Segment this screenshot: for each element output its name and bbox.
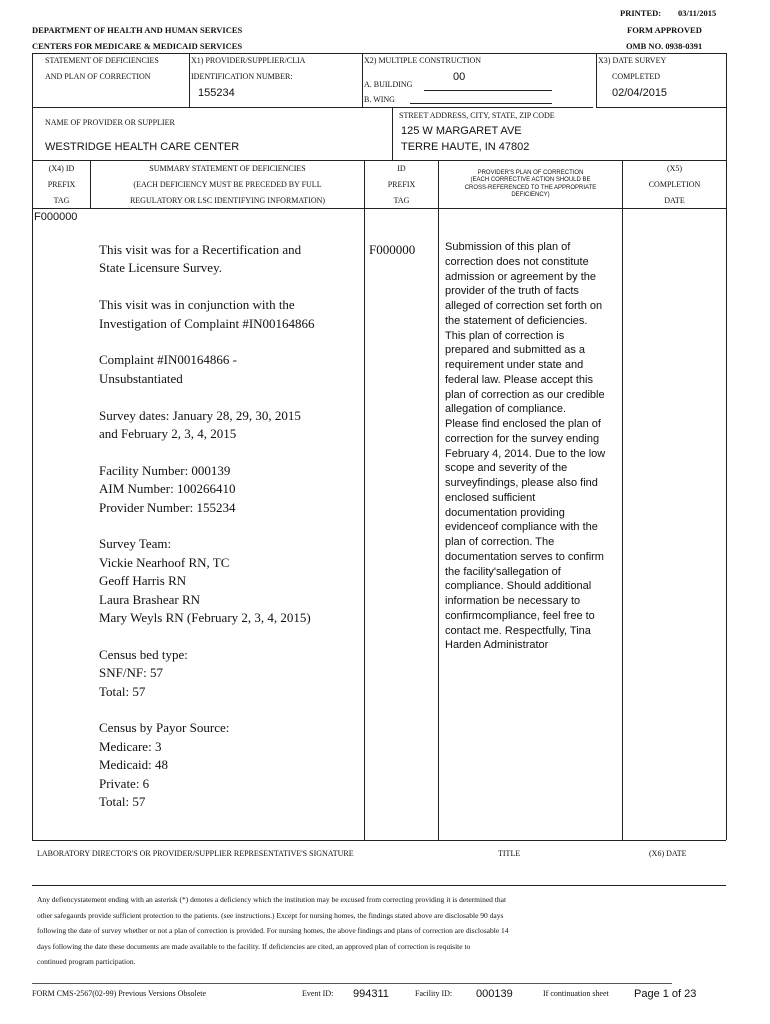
narrative-line: Medicare: 3 [99, 738, 162, 754]
plan-line: surveyfindings, please also find [445, 477, 598, 489]
provider-name-label: NAME OF PROVIDER OR SUPPLIER [45, 118, 175, 127]
narrative-line: Geoff Harris RN [99, 573, 187, 589]
narrative-line: State Licensure Survey. [99, 260, 222, 276]
plan-line: contact me. Respectfully, Tina [445, 624, 591, 637]
narrative-line: and February 2, 3, 4, 2015 [99, 426, 237, 442]
rule-top [32, 53, 726, 54]
id-label: ID [397, 164, 406, 173]
narrative-line: Complaint #IN00164866 - [99, 352, 237, 368]
x4-prefix-label: PREFIX [47, 180, 76, 189]
summary-header-3: REGULATORY OR LSC IDENTIFYING INFORMATION) [129, 196, 326, 205]
building-underline [424, 90, 552, 91]
statement-label-1: STATEMENT OF DEFICIENCIES [45, 56, 159, 65]
narrative-line: Medicaid: 48 [99, 757, 168, 773]
disclaimer-line: continued program participation. [37, 957, 136, 966]
x3-label-1: X3) DATE SURVEY [598, 56, 667, 65]
rule-x3-bottom [596, 107, 726, 108]
plan-line: compliance. Should additional [445, 580, 592, 593]
narrative-line: This visit was in conjunction with the [99, 297, 295, 313]
plan-line: federal law. Please accept this [445, 373, 593, 386]
wing-label: B. WING [364, 95, 395, 104]
rule-body-bottom [32, 840, 726, 841]
summary-header-1: SUMMARY STATEMENT OF DEFICIENCIES [149, 164, 306, 173]
x2-label: X2) MULTIPLE CONSTRUCTION [364, 56, 482, 65]
multiple-construction-value: 00 [453, 71, 466, 83]
page-number: Page 1 of 23 [634, 988, 697, 1000]
x6-date-label: (X6) DATE [649, 849, 687, 858]
narrative-line: Provider Number: 155234 [99, 499, 236, 515]
id-tag-label: TAG [393, 196, 410, 205]
narrative-line: Unsubstantiated [99, 370, 183, 386]
x4-id-label: (X4) ID [48, 164, 75, 173]
deficiency-narrative [99, 241, 361, 830]
summary-header-2: (EACH DEFICIENCY MUST BE PRECEDED BY FULL [133, 180, 322, 189]
event-id-value: 994311 [353, 988, 389, 1000]
statement-label-2: AND PLAN OF CORRECTION [45, 72, 151, 81]
narrative-paragraph [99, 462, 361, 517]
disclaimer-line: days following the date these documents are made available to the facility. If deficiencies are cited, an approved plan of correction is requisite to [37, 941, 471, 951]
rule-x3-left [596, 53, 597, 107]
narrative-paragraph [99, 407, 361, 444]
plan-line: documentation providing [445, 506, 565, 519]
left-tag: F000000 [34, 211, 78, 223]
city-state-zip: TERRE HAUTE, IN 47802 [401, 141, 530, 153]
form-number: FORM CMS-2567(02-99) Previous Versions Obsolete [32, 989, 207, 998]
plan-line: confirmcompliance, feel free to [445, 609, 595, 622]
printed-date: 03/11/2015 [678, 8, 717, 18]
plan-header-2: (EACH CORRECTIVE ACTION SHOULD BE [470, 177, 591, 184]
rule-disclaimer-bottom [32, 983, 672, 984]
facility-id-value: 000139 [476, 988, 513, 1000]
plan-line: alleged of correction set forth on [445, 300, 603, 312]
title-label: TITLE [498, 849, 521, 858]
plan-line: scope and severity of the [445, 462, 568, 475]
x1-label-2: IDENTIFICATION NUMBER: [191, 72, 293, 81]
printed-label: PRINTED: [620, 8, 662, 18]
event-id-label: Event ID: [302, 989, 334, 998]
street-address: 125 W MARGARET AVE [401, 125, 522, 137]
plan-line: prepared and submitted as a [445, 344, 586, 357]
plan-header [439, 170, 622, 200]
rule-x1-left [189, 53, 190, 107]
plan-header-3: CROSS-REFERENCED TO THE APPROPRIATE [464, 184, 597, 191]
building-label: A. BUILDING [364, 80, 413, 89]
plan-line: plan of correction as our credible [445, 388, 605, 401]
disclaimer-line: Any defiencystatement ending with an asterisk (*) denotes a deficiency which the institution may be excused from correcting providing it is determined that [37, 895, 507, 904]
rule-col-b [364, 160, 365, 840]
department-name: DEPARTMENT OF HEALTH AND HUMAN SERVICES [32, 25, 243, 35]
rule-right [726, 53, 727, 840]
disclaimer-line: other safegaurds provide sufficient protection to the patients. (see instructions.) Except for nursing homes, the findings stated above are disclosable 90 days [37, 910, 504, 920]
narrative-line: Vickie Nearhoof RN, TC [99, 554, 230, 570]
rule-x2-left [362, 53, 363, 107]
narrative-line: Survey Team: [99, 536, 172, 552]
narrative-line: Census by Payor Source: [99, 720, 230, 736]
form-approved: FORM APPROVED [627, 25, 702, 35]
continuation-label: If continuation sheet [543, 989, 609, 998]
rule-top-box-bottom [32, 107, 593, 108]
x4-tag-label: TAG [53, 196, 70, 205]
plan-line: evidenceof compliance with the [445, 521, 598, 534]
x1-label-1: X1) PROVIDER/SUPPLIER/CLIA [191, 56, 306, 65]
plan-line: admission or agreement by the [445, 270, 597, 283]
plan-line: correction for the survey ending [445, 432, 600, 445]
narrative-paragraph [99, 719, 361, 811]
cms-name: CENTERS FOR MEDICARE & MEDICAID SERVICES [32, 41, 243, 51]
wing-underline [410, 103, 552, 104]
disclaimer-line: following the date of survey whether or not a plan of correction is provided. For nursing homes, the above findings and plans of correction are disclosable 14 [37, 926, 509, 935]
plan-line: Submission of this plan of [445, 241, 571, 253]
plan-header-4: DEFICIENCY) [511, 192, 550, 199]
plan-line: requirement under state and [445, 359, 584, 371]
plan-line: documentation serves to confirm [445, 550, 604, 563]
plan-line: February 4, 2014. Due to the low [445, 447, 606, 460]
survey-date-value: 02/04/2015 [612, 87, 668, 99]
plan-line: information be necessary to [445, 595, 581, 607]
narrative-line: Facility Number: 000139 [99, 462, 231, 478]
narrative-paragraph [99, 241, 361, 278]
disclaimer-text [37, 892, 677, 970]
narrative-line: Laura Brashear RN [99, 591, 201, 607]
narrative-paragraph [99, 535, 361, 627]
plan-line: correction does not constitute [445, 255, 589, 268]
rule-col-c [438, 160, 439, 840]
facility-id-label: Facility ID: [415, 989, 453, 998]
narrative-line: Private: 6 [99, 775, 150, 791]
plan-line: This plan of correction is [445, 329, 565, 342]
omb-number: OMB NO. 0938-0391 [626, 41, 703, 51]
plan-line: Please find enclosed the plan of [445, 418, 601, 430]
narrative-line: AIM Number: 100266410 [99, 481, 236, 497]
id-prefix-label: PREFIX [387, 180, 416, 189]
plan-line: allegation of compliance. [445, 403, 567, 416]
plan-header-1: PROVIDER'S PLAN OF CORRECTION [477, 170, 584, 176]
plan-line: provider of the truth of facts [445, 285, 579, 298]
provider-name: WESTRIDGE HEALTH CARE CENTER [45, 141, 240, 153]
plan-of-correction-text [445, 240, 621, 653]
plan-line: the facility'sallegation of [445, 565, 561, 578]
signature-label: LABORATORY DIRECTOR'S OR PROVIDER/SUPPLIER REPRESENTATIVE'S SIGNATURE [37, 849, 354, 858]
narrative-line: Survey dates: January 28, 29, 30, 2015 [99, 407, 301, 423]
rule-signature-bottom [32, 885, 726, 886]
plan-line: the statement of deficiencies. [445, 314, 588, 327]
narrative-line: Mary Weyls RN (February 2, 3, 4, 2015) [99, 610, 311, 626]
right-tag: F000000 [369, 242, 416, 257]
x5-label: (X5) [666, 164, 683, 173]
provider-id-value: 155234 [198, 87, 235, 99]
x3-label-2: COMPLETED [612, 72, 660, 81]
narrative-line: Total: 57 [99, 794, 146, 810]
x5-completion-label: COMPLETION [648, 180, 701, 189]
x5-date-label: DATE [664, 196, 685, 205]
narrative-line: This visit was for a Recertification and [99, 242, 302, 257]
rule-address-left [392, 107, 393, 160]
narrative-paragraph [99, 296, 361, 333]
plan-line: Harden Administrator [445, 639, 549, 652]
narrative-line: SNF/NF: 57 [99, 665, 163, 681]
narrative-line: Investigation of Complaint #IN00164866 [99, 315, 315, 331]
plan-line: enclosed sufficient [445, 491, 536, 504]
narrative-paragraph [99, 351, 361, 388]
plan-line: plan of correction. The [445, 536, 555, 548]
rule-col-d [622, 160, 623, 840]
narrative-paragraph [99, 646, 361, 701]
narrative-line: Total: 57 [99, 683, 146, 699]
narrative-line: Census bed type: [99, 646, 188, 662]
address-label: STREET ADDRESS, CITY, STATE, ZIP CODE [399, 111, 555, 120]
